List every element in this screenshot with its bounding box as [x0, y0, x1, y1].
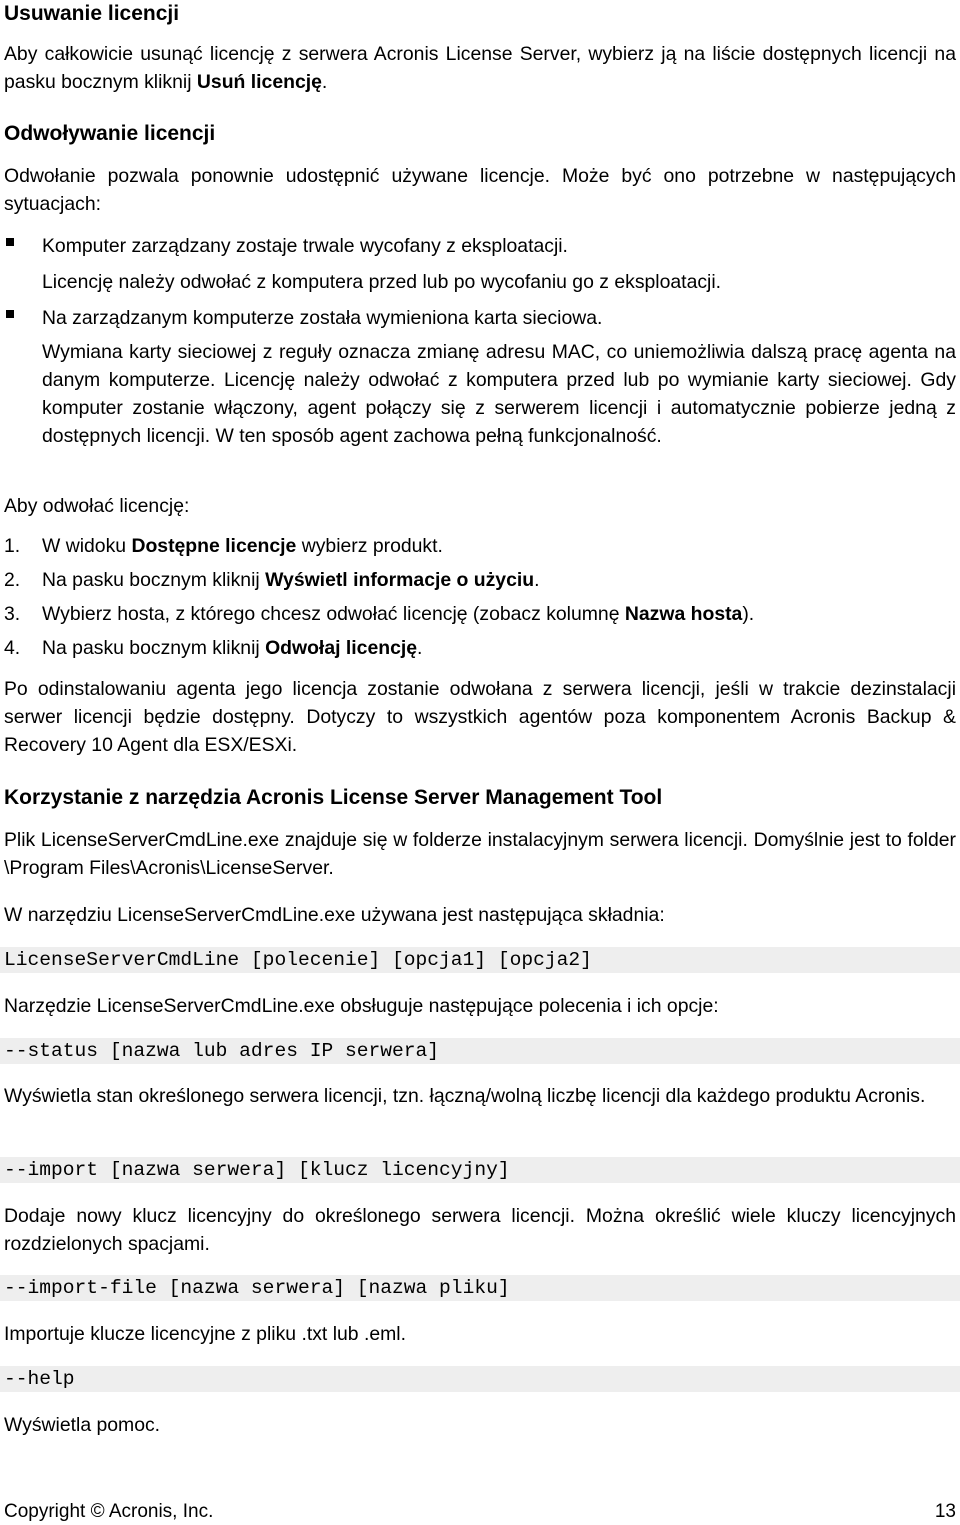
revoke-intro: Odwołanie pozwala ponownie udostępnić używane licencje. Może być ono potrzebne w następujących sytuacjach:: [4, 165, 956, 215]
remove-text: Aby całkowicie usunąć licencję z serwera Acronis License Server, wybierz ją na liście dostępnych licencji na pasku bocznym kliknij: [4, 43, 956, 93]
step-2: [42, 566, 956, 594]
step-emphasis: Dostępne licencje: [131, 535, 297, 557]
step-text-end: .: [417, 637, 423, 659]
step-text-end: wybierz produkt.: [296, 535, 443, 557]
tool-location: Plik LicenseServerCmdLine.exe znajduje się w folderze instalacyjnym serwera licencji. Domyślnie jest to folder \Program Files\Acronis\LicenseServer.: [4, 829, 956, 879]
step-number: 3.: [4, 603, 21, 625]
section-title-tool: Korzystanie z narzędzia Acronis License Server Management Tool: [4, 786, 663, 809]
footer-copyright: Copyright © Acronis, Inc.: [4, 1501, 214, 1522]
bullet2-detail: Wymiana karty sieciowej z reguły oznacza zmianę adresu MAC, co uniemożliwia dalszą pracę agenta na danym komputerze. Licencję należy odwołać z komputera przed lub po wymianie karty sieciowej. Gdy komputer zostanie włączony, agent połączy się z serwerem licencji i automatycznie pobierze jedną z dostępnych licencji. W ten sposób agent zachowa pełną funkcjonalność.: [42, 341, 956, 447]
bullet-square-icon: [6, 238, 14, 246]
syntax-intro: W narzędziu LicenseServerCmdLine.exe używana jest następująca składnia:: [4, 904, 665, 926]
step-emphasis: Nazwa hosta: [624, 603, 743, 625]
command-status: --status [nazwa lub adres IP serwera]: [0, 1038, 960, 1064]
command-help-desc: Wyświetla pomoc.: [4, 1414, 161, 1436]
bullet1-detail: Licencję należy odwołać z komputera przed lub po wycofaniu go z eksploatacji.: [42, 271, 722, 293]
remove-text-end: .: [321, 71, 328, 93]
bullet2-title: Na zarządzanym komputerze została wymieniona karta sieciowa.: [42, 307, 603, 329]
command-import-desc: Dodaje nowy klucz licencyjny do określonego serwera licencji. Można określić wiele kluczy licencyjnych rozdzielonych spacjami.: [4, 1205, 956, 1255]
step-4: [42, 634, 956, 662]
section-title-remove: Usuwanie licencji: [4, 2, 180, 25]
step-text: Na pasku bocznym kliknij: [42, 637, 266, 659]
step-number: 1.: [4, 535, 21, 557]
step-text-end: ).: [742, 603, 755, 625]
command-help: --help: [0, 1366, 960, 1392]
page-number: 13: [934, 1501, 956, 1522]
command-import-file-desc: Importuje klucze licencyjne z pliku .txt lub .eml.: [4, 1323, 406, 1345]
step-emphasis: Wyświetl informacje o użyciu: [265, 569, 535, 591]
section-title-revoke: Odwoływanie licencji: [4, 122, 216, 145]
step-number: 2.: [4, 569, 21, 591]
step-1: [42, 532, 956, 560]
uninstall-note: Po odinstalowaniu agenta jego licencja zostanie odwołana z serwera licencji, jeśli w trakcie dezinstalacji serwer licencji będzie dostępny. Dotyczy to wszystkich agentów poza komponentem Acronis Backup & Recovery 10 Agent dla ESX/ESXi.: [4, 678, 956, 756]
step-emphasis: Odwołaj licencję: [265, 637, 418, 659]
command-status-desc: Wyświetla stan określonego serwera licencji, tzn. łączną/wolną liczbę licencji dla każdego produktu Acronis.: [4, 1085, 926, 1107]
step-3: [42, 600, 956, 628]
howto-label: Aby odwołać licencję:: [4, 495, 190, 517]
command-import-file: --import-file [nazwa serwera] [nazwa pliku]: [0, 1275, 960, 1301]
bullet-square-icon: [6, 310, 14, 318]
step-number: 4.: [4, 637, 21, 659]
step-text: Wybierz hosta, z którego chcesz odwołać licencję (zobacz kolumnę: [42, 603, 625, 625]
commands-intro: Narzędzie LicenseServerCmdLine.exe obsługuje następujące polecenia i ich opcje:: [4, 995, 719, 1017]
remove-license-action: Usuń licencję: [196, 71, 322, 93]
step-text: W widoku: [42, 535, 132, 557]
bullet1-title: Komputer zarządzany zostaje trwale wycofany z eksploatacji.: [42, 235, 568, 257]
syntax-code: LicenseServerCmdLine [polecenie] [opcja1] [opcja2]: [0, 947, 960, 973]
step-text: Na pasku bocznym kliknij: [42, 569, 266, 591]
command-import: --import [nazwa serwera] [klucz licencyjny]: [0, 1157, 960, 1183]
remove-paragraph: [4, 40, 956, 96]
step-text-end: .: [534, 569, 540, 591]
